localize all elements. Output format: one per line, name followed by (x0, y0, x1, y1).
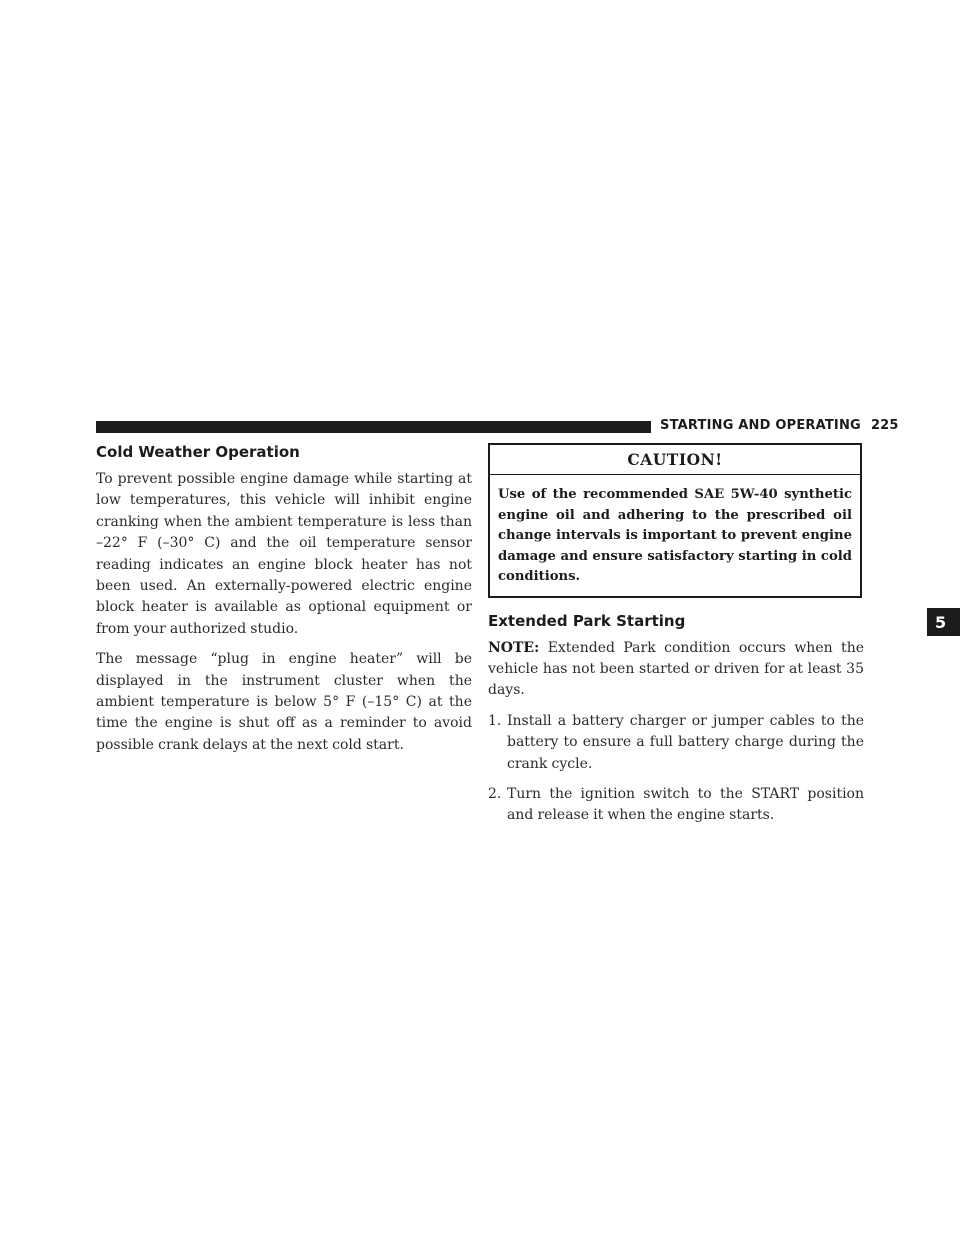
note-paragraph (488, 638, 864, 702)
cold-weather-heading: Cold Weather Operation (96, 443, 300, 461)
cold-weather-paragraph-1: To prevent possible engine damage while starting at low temperatures, this vehicle will inhibit engine cranking when the ambient temperature is less than –22° F (–30° C) and the oil temperature sensor reading indicates an engine block heater has not been used. An externally-powered electric engine block heater is available as optional equipment or from your authorized studio. (96, 471, 472, 637)
header-rule (96, 421, 651, 433)
note-label: NOTE: (488, 639, 540, 656)
left-column (96, 443, 472, 765)
list-item (488, 711, 864, 775)
extended-park-heading: Extended Park Starting (488, 611, 686, 630)
step-number: 1. (488, 712, 502, 729)
note-text: Extended Park condition occurs when the vehicle has not been started or driven for at least 35 days. (488, 639, 864, 699)
list-item (488, 784, 864, 827)
page-number: 225 (870, 418, 899, 433)
step-text: Turn the ignition switch to the START position and release it when the engine starts. (507, 785, 864, 824)
step-number: 2. (488, 785, 502, 802)
caution-body: Use of the recommended SAE 5W-40 synthetic engine oil and adhering to the prescribed oil change intervals is important to prevent engine damage and ensure satisfactory starting in cold conditions. (498, 487, 852, 584)
chapter-tab: 5 (927, 608, 960, 636)
step-text: Install a battery charger or jumper cables to the battery to ensure a full battery charge during the crank cycle. (507, 712, 864, 772)
caution-box (488, 443, 862, 598)
cold-weather-paragraph-2: The message “plug in engine heater” will be displayed in the instrument cluster when the ambient temperature is below 5° F (–15° C) at the time the engine is shut off as a reminder to avoid possible crank delays at the next cold start. (96, 651, 472, 753)
running-header (660, 418, 899, 433)
section-title: STARTING AND OPERATING (660, 418, 861, 433)
right-column (488, 443, 864, 836)
caution-title: CAUTION! (490, 445, 860, 475)
